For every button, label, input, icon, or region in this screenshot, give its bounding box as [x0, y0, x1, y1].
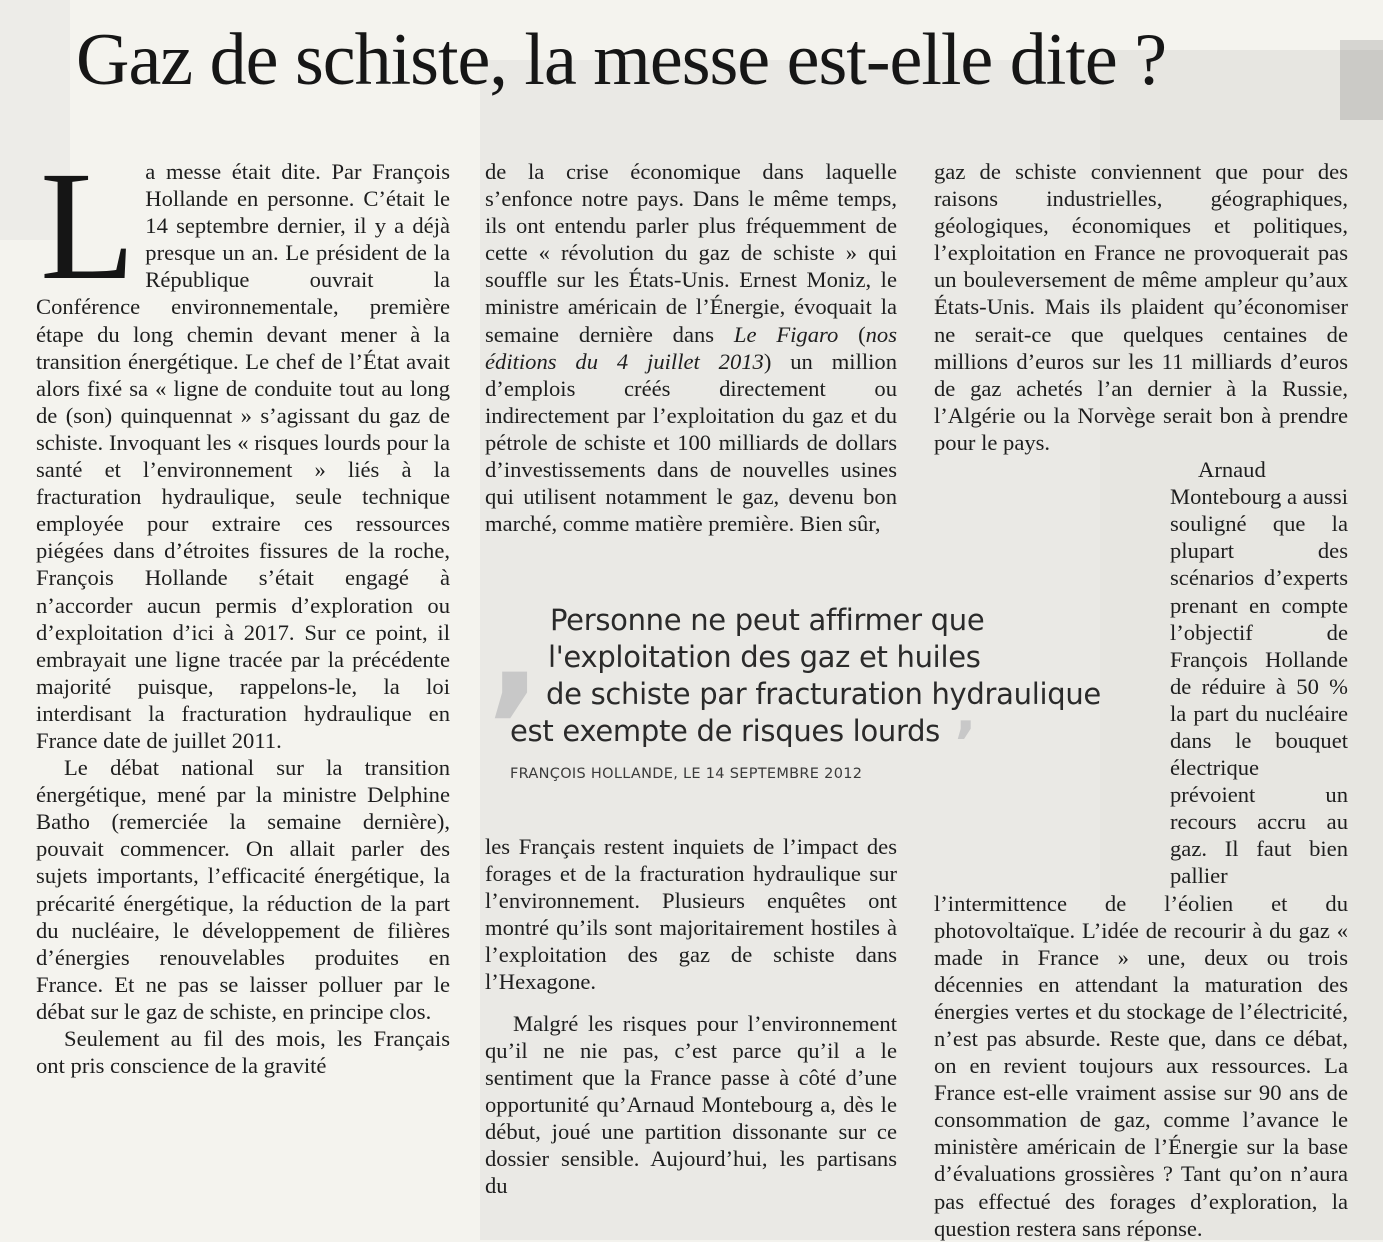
publication-name: Le Figaro — [733, 321, 839, 347]
paragraph: les Français restent inquiets de l’impact des forages et de la fracturation hydraulique sur l’environnement. Plusieurs enquêtes ont montré qu’ils sont majoritairement hostiles à l’exploitation des gaz de schiste dans l’Hexagone. — [485, 834, 897, 995]
pull-quote-line: l'exploitation des gaz et huiles — [548, 640, 981, 674]
drop-cap: L — [40, 139, 136, 312]
paragraph: Seulement au fil des mois, les Français ont pris conscience de la gravité — [36, 1026, 450, 1079]
paragraph-text: ( — [838, 321, 866, 347]
edition-reference: nos éditions du 4 juillet 2013 — [485, 321, 897, 374]
print-bleed-through — [1340, 40, 1383, 120]
article-headline: Gaz de schiste, la messe est-elle dite ? — [76, 19, 1167, 101]
article-column-2 — [485, 158, 897, 537]
close-quote-icon: ’ — [954, 709, 977, 779]
paragraph: gaz de schiste conviennent que pour des raisons industrielles, géographiques, géologiques, économiques et politiques, l’exploitation en France ne provoquerait pas un bouleversement de même ampleur qu’aux États-Unis. Mais ils plaident qu’économiser ne serait-ce que quelques centaines de millions d’euros sur les 11 milliards d’euros de gaz achetés l’an dernier à la Russie, l’Algérie ou la Norvège serait bon à prendre pour le pays. — [934, 159, 1348, 455]
article-column-1 — [36, 139, 450, 1079]
paragraph-text: a messe était dite. Par François Hollande en personne. C’était le 14 septembre dernier, il y a déjà presque un an. Le président de la République ouvrait la Conférence environnementale, première étape du long chemin devant mener à la transition énergétique. Le chef de l’État avait alors fixé sa « ligne de conduite tout au long de (son) quinquennat » s’agissant du gaz de schiste. Invoquant les « risques lourds pour la santé et l’environnement » liés à la fracturation hydraulique, seule technique employée pour extraire ces ressources piégées dans d’étroites fissures de la roche, François Hollande s’était engagé à n’accorder aucun permis d’exploration ou d’exploitation d’ici à 2017. Sur ce point, il embrayait une ligne tracée par la précédente majorité puisque, rappelons-le, la loi interdisant la fracturation hydraulique en France date de juillet 2011. — [36, 159, 450, 753]
paragraph — [485, 158, 897, 537]
paragraph — [934, 456, 1348, 1242]
pull-quote-attribution: FRANÇOIS HOLLANDE, LE 14 SEPTEMBRE 2012 — [510, 766, 863, 782]
paragraph-text: ) un million d’emplois créés directement ou indirectement par l’exploitation du gaz et du pétrole de schiste et 100 milliards de dollars d’investissements dans de nouvelles usines qui utilisent notamment le gaz, devenu bon marché, comme matière première. Bien sûr, — [485, 348, 897, 537]
paragraph: Malgré les risques pour l’environnement qu’il ne nie pas, c’est parce qu’il a le sentiment que la France passe à côté d’une opportunité qu’Arnaud Montebourg a, dès le début, joué une partition dissonante sur ce dossier sensible. Aujourd’hui, les partisans du — [485, 1010, 897, 1199]
paragraph-text: Arnaud Montebourg a aussi souligné que la plupart des scénarios d’experts prenant en compte l’objectif de François Hollande de réduire à 50 % la part du nucléaire dans le bouquet électrique prévoient un recours accru au gaz. Il faut bien pallier l’intermittence de l’éolien et du photovoltaïque. L’idée de recourir à du gaz « made in France » une, deux ou trois décennies en attendant la maturation des énergies vertes et du stockage de l’électricité, n’est pas absurde. Reste que, dans ce débat, on en revient toujours aux ressources. La France est-elle vraiment assise sur 90 ans de consommation de gaz, comme l’avance le ministère américain de l’Énergie sur la base d’évaluations grossières ? Tant qu’on n’aura pas effectué des forages d’exploration, la question restera sans réponse. — [934, 457, 1348, 1241]
pull-quote-line: de schiste par fracturation hydraulique — [546, 677, 1101, 711]
article-column-2-continued — [485, 833, 897, 1199]
open-quote-icon: ‚ — [484, 562, 541, 736]
pull-quote-line: Personne ne peut affirmer que — [550, 603, 985, 637]
paragraph: Le débat national sur la transition énergétique, mené par la ministre Delphine Batho (remerciée la semaine dernière), pouvait commencer. On allait parler des sujets importants, l’efficacité énergétique, la précarité énergétique, la réduction de la part du nucléaire, le développement de filières d’énergies renouvelables produites en France. Et ne pas se laisser polluer par le débat sur le gaz de schiste, en principe clos. — [36, 755, 450, 1024]
paragraph — [36, 139, 450, 754]
pull-quote — [482, 562, 1162, 796]
paragraph-text: de la crise économique dans laquelle s’enfonce notre pays. Dans le même temps, ils ont entendu parler plus fréquemment de cette « révolution du gaz de schiste » qui souffle sur les États-Unis. Ernest Moniz, le ministre américain de l’Énergie, évoquait la semaine dernière dans — [485, 159, 897, 347]
pull-quote-text — [482, 602, 1101, 750]
pull-quote-line: est exempte de risques lourds — [510, 714, 940, 748]
